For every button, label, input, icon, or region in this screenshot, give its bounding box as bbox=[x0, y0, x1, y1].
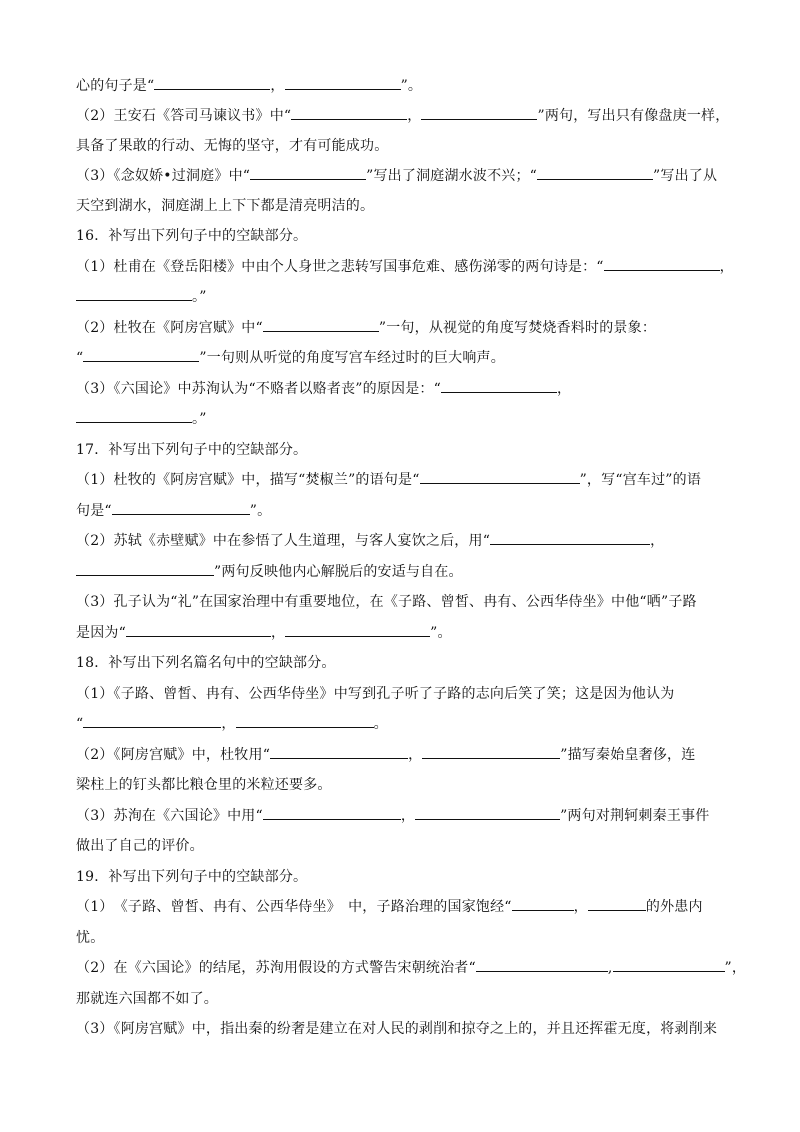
text-line bbox=[76, 196, 726, 216]
line-text: 。” bbox=[192, 411, 207, 427]
line-text: ”写出了洞庭湖水波不兴；“ bbox=[366, 168, 538, 184]
line-text: ”。 bbox=[249, 503, 272, 519]
answer-blank[interactable] bbox=[441, 379, 557, 393]
line-text: ”一句，从视觉的角度写焚烧香料时的景象： bbox=[378, 320, 657, 336]
text-line bbox=[76, 592, 726, 612]
text-line bbox=[76, 989, 726, 1009]
line-text: （3）《念奴娇•过洞庭》中“ bbox=[76, 168, 251, 184]
line-text: （2）苏轼《赤壁赋》中在参悟了人生道理，与客人宴饮之后，用“ bbox=[76, 533, 491, 549]
line-text: 17．补写出下列句子中的空缺部分。 bbox=[76, 442, 308, 458]
line-text: 具备了果敢的行动、无悔的坚守，才有可能成功。 bbox=[76, 138, 389, 154]
text-line bbox=[76, 287, 726, 307]
line-text: （2）在《六国论》的结尾，苏洵用假设的方式警告宋朝统治者“ bbox=[76, 960, 476, 976]
line-text: ”两句，写出只有像盘庚一样， bbox=[537, 108, 730, 124]
line-text: （2）杜牧在《阿房宫赋》中“ bbox=[76, 320, 263, 336]
line-text: ”一句则从听觉的角度写宫车经过时的巨大响声。 bbox=[199, 350, 505, 366]
answer-blank[interactable] bbox=[83, 714, 221, 728]
text-line bbox=[76, 409, 726, 429]
answer-blank[interactable] bbox=[250, 166, 366, 180]
line-text: 天空到湖水，洞庭湖上上下下都是清亮明洁的。 bbox=[76, 198, 375, 214]
line-text: （1）《子路、曾皙、冉有、公西华侍坐》中写到孔子听了子路的志向后笑了笑；这是因为他认为 bbox=[76, 686, 675, 702]
answer-blank[interactable] bbox=[154, 76, 270, 90]
line-text: （1）杜牧的《阿房宫赋》中，描写“焚椒兰”的语句是“ bbox=[76, 472, 420, 488]
answer-blank[interactable] bbox=[285, 76, 401, 90]
text-line bbox=[76, 318, 726, 338]
answer-blank[interactable] bbox=[490, 531, 650, 545]
question-heading bbox=[76, 440, 726, 460]
line-text: ”。 bbox=[430, 625, 452, 641]
line-text: （2）王安石《答司马谏议书》中“ bbox=[76, 108, 292, 124]
answer-blank[interactable] bbox=[236, 714, 374, 728]
answer-blank[interactable] bbox=[112, 501, 250, 515]
line-text: 那就连六国都不如了。 bbox=[76, 991, 218, 1007]
text-line bbox=[76, 714, 726, 734]
text-line bbox=[76, 531, 726, 551]
line-text: “ bbox=[76, 350, 84, 366]
line-text: 心的句子是“ bbox=[76, 78, 155, 94]
line-text: ， bbox=[719, 259, 734, 275]
line-text: 18．补写出下列名篇名句中的空缺部分。 bbox=[76, 655, 336, 671]
text-line bbox=[76, 166, 726, 186]
text-line bbox=[76, 1019, 726, 1039]
answer-blank[interactable] bbox=[537, 166, 653, 180]
answer-blank[interactable] bbox=[291, 106, 407, 120]
text-line bbox=[76, 562, 726, 582]
line-text: 19．补写出下列句子中的空缺部分。 bbox=[76, 869, 308, 885]
line-text: （1） 《子路、曾皙、冉有、公西华侍坐》 中，子路治理的国家饱经“ bbox=[76, 899, 512, 915]
text-line bbox=[76, 623, 726, 643]
text-line bbox=[76, 106, 730, 126]
answer-blank[interactable] bbox=[76, 562, 214, 576]
answer-blank[interactable] bbox=[270, 745, 408, 759]
line-text: ”， bbox=[724, 960, 747, 976]
answer-blank[interactable] bbox=[83, 348, 199, 362]
line-text: , bbox=[607, 960, 613, 976]
text-line bbox=[76, 136, 726, 156]
line-text: 。” bbox=[192, 289, 207, 305]
text-line bbox=[76, 958, 747, 978]
line-text: ， bbox=[556, 381, 572, 397]
answer-blank[interactable] bbox=[76, 409, 192, 423]
answer-blank[interactable] bbox=[588, 897, 646, 911]
text-line bbox=[76, 470, 726, 490]
line-text: ， bbox=[408, 747, 423, 763]
line-text: 梁柱上的钉头都比粮仓里的米粒还要多。 bbox=[76, 777, 332, 793]
answer-blank[interactable] bbox=[263, 806, 401, 820]
answer-blank[interactable] bbox=[476, 958, 608, 972]
line-text: ”写出了从 bbox=[653, 168, 718, 184]
line-text: “ bbox=[76, 716, 84, 732]
text-line bbox=[76, 806, 726, 826]
line-text: 。 bbox=[373, 716, 388, 732]
answer-blank[interactable] bbox=[415, 806, 560, 820]
line-text: 是因为“ bbox=[76, 625, 126, 641]
line-text: （1）杜甫在《登岳阳楼》中由个人身世之悲转写国事危难、感伤涕零的两句诗是：“ bbox=[76, 259, 604, 275]
text-line bbox=[76, 745, 726, 765]
answer-blank[interactable] bbox=[126, 623, 271, 637]
answer-blank[interactable] bbox=[512, 897, 574, 911]
text-line bbox=[76, 379, 726, 399]
text-line bbox=[76, 775, 726, 795]
text-line bbox=[76, 897, 726, 917]
line-text: ”两句反映他内心解脱后的安适与自在。 bbox=[214, 564, 463, 580]
answer-blank[interactable] bbox=[422, 745, 560, 759]
line-text: ， bbox=[407, 108, 422, 124]
line-text: ”，写“宫车过”的语 bbox=[579, 472, 702, 488]
answer-blank[interactable] bbox=[420, 470, 580, 484]
text-line bbox=[76, 501, 726, 521]
line-text: ， bbox=[221, 716, 236, 732]
text-line bbox=[76, 836, 726, 856]
answer-blank[interactable] bbox=[613, 958, 725, 972]
line-text: （3）苏洵在《六国论》中用“ bbox=[76, 808, 263, 824]
answer-blank[interactable] bbox=[421, 106, 537, 120]
question-heading bbox=[76, 653, 726, 673]
text-line bbox=[76, 257, 734, 277]
line-text: ”两句对荆轲刺秦王事件 bbox=[560, 808, 710, 824]
line-text: ， bbox=[270, 625, 286, 641]
question-heading bbox=[76, 226, 726, 246]
answer-blank[interactable] bbox=[604, 257, 720, 271]
line-text: ， bbox=[573, 899, 588, 915]
text-line bbox=[76, 928, 726, 948]
line-text: （2）《阿房宫赋》中，杜牧用“ bbox=[76, 747, 271, 763]
question-heading bbox=[76, 867, 726, 887]
line-text: 做出了自己的评价。 bbox=[76, 838, 204, 854]
answer-blank[interactable] bbox=[263, 318, 379, 332]
line-text: ”描写秦始皇奢侈，连 bbox=[560, 747, 696, 763]
line-text: 句是“ bbox=[76, 503, 112, 519]
line-text: ， bbox=[270, 78, 285, 94]
line-text: （3）孔子认为“礼”在国家治理中有重要地位，在《子路、曾皙、冉有、公西华侍坐》中他“哂”子路 bbox=[76, 594, 697, 610]
line-text: （3）《阿房宫赋》中，指出秦的纷奢是建立在对人民的剥削和掠夺之上的，并且还挥霍无度，将剥削来 bbox=[76, 1021, 718, 1037]
line-text: ”。 bbox=[400, 78, 423, 94]
line-text: 忧。 bbox=[76, 930, 105, 946]
answer-blank[interactable] bbox=[76, 287, 192, 301]
line-text: 16．补写出下列句子中的空缺部分。 bbox=[76, 228, 308, 244]
text-line bbox=[76, 684, 726, 704]
answer-blank[interactable] bbox=[285, 623, 430, 637]
text-line bbox=[76, 348, 726, 368]
line-text: 的外患内 bbox=[645, 899, 703, 915]
line-text: ， bbox=[400, 808, 416, 824]
text-line bbox=[76, 76, 726, 96]
line-text: ， bbox=[650, 533, 665, 549]
line-text: （3）《六国论》中苏洵认为“不赂者以赂者丧”的原因是：“ bbox=[76, 381, 441, 397]
